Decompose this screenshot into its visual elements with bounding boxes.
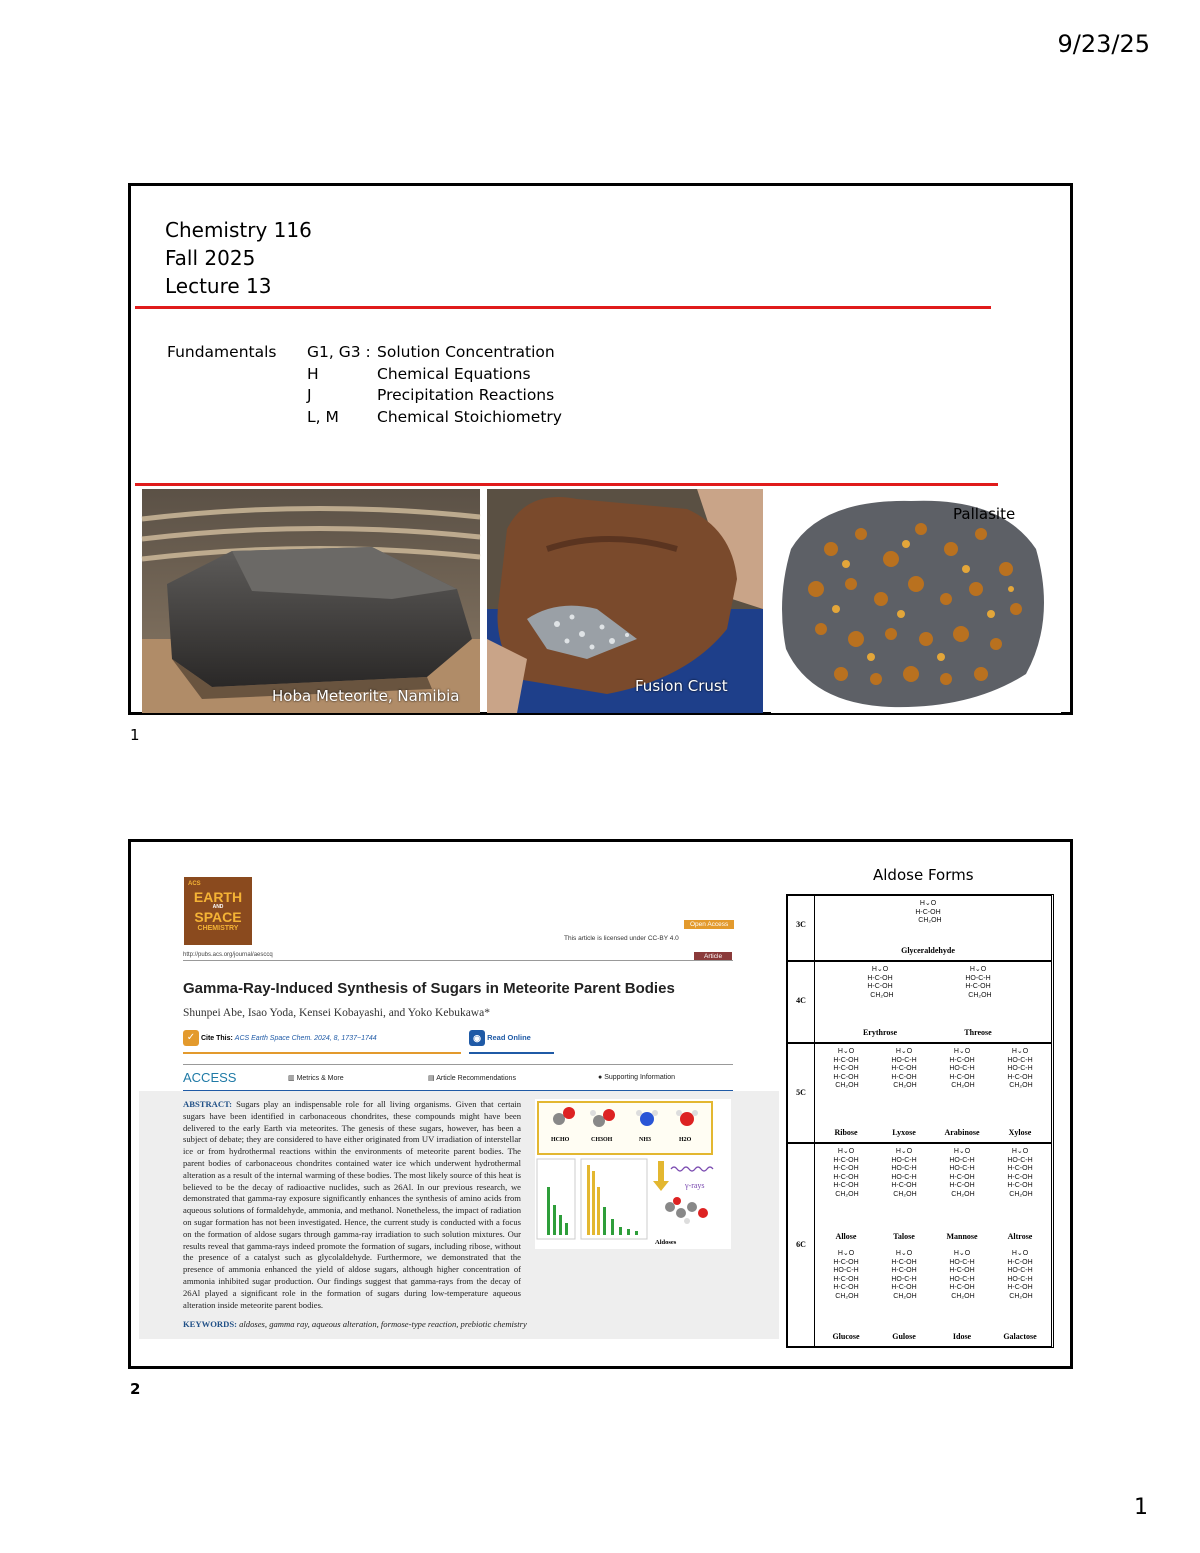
abstract-continuation (183, 1259, 733, 1317)
idose-structure: H⌄O HO-C-H H-C-OH HO-C-H H-C-OH CH₂OH (949, 1250, 975, 1300)
sugar-name: Ribose (834, 1128, 858, 1137)
sugar-name: Gulose (892, 1332, 916, 1341)
row-6c (787, 1143, 1052, 1347)
section-divider (135, 483, 998, 486)
lecture-number: Lecture 13 (165, 274, 272, 298)
molecule-icons (539, 1103, 711, 1137)
allose-structure: H⌄O H-C-OH H-C-OH H-C-OH H-C-OH CH₂OH (833, 1148, 859, 1198)
row-3c (787, 895, 1052, 961)
talose-structure: H⌄O HO-C-H HO-C-H HO-C-H H-C-OH CH₂OH (891, 1148, 917, 1198)
supporting-info-link[interactable]: ● Supporting Information (598, 1074, 676, 1081)
galactose-structure: H⌄O H-C-OH HO-C-H HO-C-H H-C-OH CH₂OH (1007, 1250, 1033, 1300)
photo-caption: Pallasite (953, 505, 1016, 523)
abstract-text: ABSTRACT: Sugars play an indispensable role for all living organisms. Given that certain sugars have been identified in carbonaceous chondrites, these compounds might have been delivered to the early Earth via meteorites. The genesis of these sugars, however, has been a subject of debate; they are considered to have either originated from UV irradiation of interstellar ice or from hydrothermal reactions within the environments of meteorite parent bodies. The parent bodies of carbonaceous chondrites contained water ice which underwent hydrothermal alteration as a result of the internal warming of these bodies. The most likely source of this heat is believed to be the decay of radioactive nuclides, such as 26Al. In our previous research, we demonstrated that gamma-ray exposure significantly enhances the synthesis of amino acids from aqueous solutions of formaldehyde, ammonia, and methanol. Nonetheless, the impact of radiation on sugar formation has not been investigated. Hence, the current study is conducted with a focus on the formation of aldose sugars through gamma-ray irradiation to such solution mixtures. Our results reveal that gamma-rays indeed promote the formation of sugars, including ribose, without the presence of a catalyst such as glycolaldehyde. Furthermore, we demonstrated that the presence of ammonia enhanced the yield of aldose sugars, although higher concentration of ammonia inhibited sugar production. Our findings suggest that gamma-rays from the decay of 26Al played a significant role in the formation of sugars during low-temperature aqueous alteration inside meteorite parent bodies. (183, 1099, 521, 1310)
article-badge: Article (694, 952, 732, 961)
toc-bar-charts (535, 1157, 731, 1249)
sugar-name: Idose (952, 1332, 972, 1341)
journal-logo: ACS EARTH AND SPACE CHEMISTRY (184, 877, 252, 945)
sugar-name: Threose (964, 1028, 992, 1037)
paper-authors: Shunpei Abe, Isao Yoda, Kensei Kobayashi, and Yoko Kebukawa* (183, 1007, 490, 1019)
journal-url: http://pubs.acs.org/journal/aesccq (183, 952, 273, 958)
access-bar (183, 1070, 733, 1092)
read-online-icon: ◉ (469, 1030, 485, 1046)
topic-name: Chemical Equations (377, 364, 531, 383)
recommendations-link[interactable]: ▤ Article Recommendations (428, 1075, 516, 1082)
lyxose-structure: H⌄O HO-C-H H-C-OH H-C-OH CH₂OH (891, 1048, 917, 1090)
slide-number: 1 (130, 726, 140, 744)
topic-code: J (307, 386, 312, 404)
paper-screenshot (139, 862, 779, 1340)
sugar-name: Talose (893, 1232, 915, 1241)
cite-this: ✓ Cite This: ACS Earth Space Chem. 2024, 8, 1737−1744 (183, 1030, 461, 1054)
row-label: 5C (796, 1088, 806, 1097)
sugar-name: Arabinose (944, 1128, 980, 1137)
slide-1 (128, 183, 1073, 715)
sugar-name: Lyxose (892, 1128, 916, 1137)
xylose-structure: H⌄O HO-C-H HO-C-H H-C-OH CH₂OH (1007, 1048, 1033, 1090)
topic-code: G1, G3 : (307, 343, 371, 361)
altrose-structure: H⌄O HO-C-H H-C-OH H-C-OH H-C-OH CH₂OH (1007, 1148, 1033, 1198)
fundamentals-block (167, 342, 867, 432)
topic-name: Solution Concentration (377, 343, 555, 361)
metrics-link[interactable]: ▥ Metrics & More (288, 1075, 344, 1082)
sugar-name: Galactose (1003, 1332, 1037, 1341)
erythrose-structure: H⌄O H-C-OH H-C-OH CH₂OH (867, 966, 894, 999)
aldose-heading: Aldose Forms (873, 866, 974, 884)
threose-structure: H⌄O HO-C-H H-C-OH CH₂OH (965, 966, 992, 999)
sugar-name: Glucose (832, 1332, 860, 1341)
gamma-label: γ-rays (685, 1181, 705, 1190)
slide-2 (128, 839, 1073, 1369)
row-5c (787, 1043, 1052, 1143)
sugar-name: Erythrose (862, 1028, 898, 1037)
title-divider (135, 306, 991, 309)
sugar-name: Allose (835, 1232, 857, 1241)
read-online-button[interactable]: ◉ Read Online (469, 1030, 554, 1054)
row-4c (787, 961, 1052, 1043)
check-icon: ✓ (183, 1030, 199, 1046)
photo-caption: Hoba Meteorite, Namibia (272, 687, 460, 705)
sugar-name: Mannose (946, 1232, 978, 1241)
sugar-name: Glyceraldehyde (901, 946, 955, 955)
molecule-box: HCHO CH3OH NH3 H2O (537, 1101, 713, 1155)
keywords: KEYWORDS: aldoses, gamma ray, aqueous alteration, formose-type reaction, prebiotic chemistry (183, 1319, 527, 1329)
fusion-crust-photo (487, 489, 763, 713)
license-text: This article is licensed under CC-BY 4.0 (564, 935, 679, 942)
sugar-name: Altrose (1007, 1232, 1033, 1241)
row-label: 6C (796, 1240, 806, 1249)
paper-title: Gamma-Ray-Induced Synthesis of Sugars in Meteorite Parent Bodies (183, 980, 675, 997)
topic-name: Precipitation Reactions (377, 386, 555, 404)
hoba-meteorite-photo (142, 489, 480, 713)
page-number: 1 (1134, 1495, 1148, 1520)
toc-graphic (535, 1099, 731, 1249)
aldose-table (786, 894, 1054, 1348)
glucose-structure: H⌄O H-C-OH HO-C-H H-C-OH H-C-OH CH₂OH (833, 1250, 859, 1300)
header-rule (183, 960, 733, 961)
topic-code: L, M (307, 407, 339, 426)
photo-caption: Fusion Crust (635, 677, 728, 695)
open-access-badge: Open Access (684, 920, 734, 929)
glyceraldehyde-structure: H⌄O H-C-OH CH₂OH (915, 900, 942, 925)
topic-code: H (307, 364, 319, 383)
gulose-structure: H⌄O H-C-OH H-C-OH HO-C-H H-C-OH CH₂OH (891, 1250, 917, 1300)
pallasite-photo (771, 489, 1061, 713)
term: Fall 2025 (165, 246, 256, 270)
aldoses-label: Aldoses (655, 1239, 677, 1246)
cite-rule (183, 1064, 733, 1065)
course-name: Chemistry 116 (165, 218, 312, 242)
row-label: 3C (796, 920, 806, 929)
abstract-section (139, 1091, 779, 1339)
topic-name: Chemical Stoichiometry (377, 407, 562, 426)
sugar-name: Xylose (1008, 1128, 1032, 1137)
ribose-structure: H⌄O H-C-OH H-C-OH H-C-OH CH₂OH (833, 1048, 859, 1090)
arabinose-structure: H⌄O H-C-OH HO-C-H H-C-OH CH₂OH (949, 1048, 975, 1090)
slide-number: 2 (130, 1380, 141, 1398)
row-label: 4C (796, 996, 806, 1005)
access-label: ACCESS (183, 1070, 237, 1085)
fundamentals-label: Fundamentals (167, 343, 277, 361)
mannose-structure: H⌄O HO-C-H HO-C-H H-C-OH H-C-OH CH₂OH (949, 1148, 975, 1198)
slide-title (165, 216, 312, 300)
page-date: 9/23/25 (1057, 30, 1150, 58)
